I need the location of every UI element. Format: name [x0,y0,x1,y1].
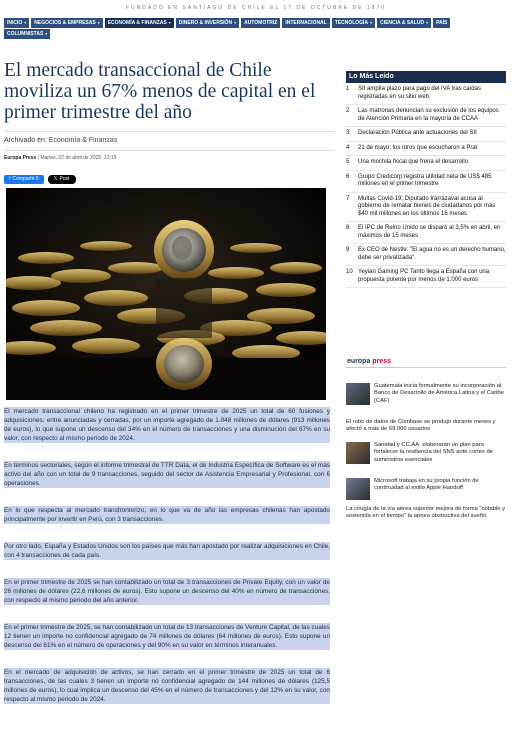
nav-item-label: NEGOCIOS & EMPRESAS [34,20,96,26]
europa-press-item[interactable] [346,478,506,500]
most-read-item[interactable] [346,105,506,127]
article-title: El mercado transaccional de Chile moviliza un 67% menos de capital en el primer trimestre del año [4,60,316,123]
europa-press-link[interactable]: La cirugía de la vía aérea superior mejora de forma "notable y sostenida en el tiempo" la apnea obstructiva del sueño [346,506,505,520]
x-post-label: Post [59,176,70,182]
europa-press-item[interactable] [346,442,506,464]
most-read-list [346,83,506,288]
article-paragraph: En el primer trimestre de 2025 se han contabilizado un total de 3 transacciones de Private Equity, con un valor de 26 millones de dólares (22,6 millones de euros). Esto supone un descenso del 40% en número de transacciones, con respecto al mismo periodo del año anterior. [4,579,330,604]
nav-item-label: COLUMNISTAS [7,31,44,37]
divider [4,150,334,151]
europa-press-link[interactable]: Microsoft trabaja en su propia función de continuidad al estilo Apple Handoff [374,478,479,492]
europa-press-logo-a: europa [347,358,373,365]
most-read-item[interactable] [346,222,506,244]
most-read-link[interactable]: 21 de mayo: los otros que escucharon a Prat [358,144,478,151]
article-photo-coins [6,188,326,400]
article-paragraph: El mercado transaccional chileno ha registrado en el primer trimestre de 2025 un total de 60 fusiones y adquisiciones, entre anunciadas y cerradas, por un importe agregado de 1.048 millones de dólares (913 millones de euros), lo que supone un descenso del 34% en el número de transacciones y una disminución del 67% en su valor, con respecto al mismo periodo de 2024. [4,408,330,442]
most-read-link[interactable]: Multas Covid-19: Diputado Irarrázaval acusa al gobierno de rematar bienes de ciudadanos por más $40 mil millones en los últimos 16 meses [358,195,496,217]
most-read-item[interactable] [346,193,506,223]
nav-item-label: ECONOMÍA & FINANZAS [107,20,167,26]
article-paragraph: En lo que respecta al mercado transfronterizo, en lo que va de año las empresas chilenas han apostado principalmente por invertir en Perú, con 3 transacciones. [4,507,330,523]
nav-item-label: INTERNACIONAL [285,20,327,26]
europa-press-link[interactable]: Sanidad y CC.AA. elaborarán un plan para fortalecer la resiliencia del SNS ante cortes de suministros esenciales [374,442,493,463]
chevron-down-icon: ▾ [24,20,27,25]
rank-number: 6 [346,173,350,180]
news-thumbnail[interactable] [346,478,370,500]
byline-source: Europa Press [4,155,37,161]
rank-number: 10 [346,269,353,275]
x-icon: 𝕏 [53,176,58,182]
nav-item-label: INICIO [7,20,23,26]
most-read-item[interactable] [346,142,506,157]
rank-number: 9 [346,247,350,253]
founded-text: FUNDADO EN SANTIAGO DE CHILE EL 17 DE OCTUBRE DE 1870 [125,5,387,11]
nav-item-label: AUTOMOTRIZ [244,20,278,26]
europa-press-item[interactable] [346,419,506,434]
most-read-link[interactable]: Yeyian Gaming PC Tanto llega a España con una propuesta potente por menos de 1.000 euros [358,269,490,283]
byline-date: | Martes, 22 de abril de 2025, 12:15 [36,155,117,161]
archived-category-link[interactable]: Economía & Finanzas [48,137,118,144]
europa-press-link[interactable]: El robo de datos de Coinbase se produjo durante meses y afectó a más de 69.000 usuarios [346,419,496,433]
share-bar [4,175,76,184]
nav-item[interactable] [332,18,375,28]
nav-item[interactable] [282,18,329,28]
nav-item-label: PAÍS [436,20,448,26]
rank-number: 8 [346,225,350,231]
chevron-down-icon: ▾ [234,20,237,25]
article-paragraph: Por otro lado, España y Estados Unidos son los países que más han apostado por realizar adquisiciones en Chile, con 4 transacciones de cada país. [4,543,330,559]
europa-press-heading [346,356,506,368]
most-read-widget [346,71,506,288]
most-read-item[interactable] [346,156,506,171]
byline [4,155,334,163]
masthead [0,0,512,16]
nav-item[interactable] [377,18,431,28]
article-paragraph: En el primer trimestre de 2025, se han contabilizado un total de 13 transacciones de Venture Capital, de las cuales 12 tienen un importe no confidencial agregado de 74 millones de dólares (64 millones de euros). Esto supone un descenso del 61% en el número de operaciones y del 90% en su valor en términos interanuales. [4,624,330,649]
x-post-button[interactable] [48,175,76,184]
news-thumbnail[interactable] [346,383,370,405]
europa-press-item[interactable] [346,383,506,405]
rank-number: 7 [346,195,350,202]
divider [4,131,334,132]
chevron-down-icon: ▾ [168,20,171,25]
coins-illustration [6,188,326,400]
main-nav [4,18,508,44]
most-read-link[interactable]: Ex CEO de Nestle: "El agua no es un derecho humano, debe ser privatizada" [358,247,506,261]
most-read-item[interactable] [346,266,506,288]
nav-row-secondary [4,29,50,39]
rank-number: 4 [346,144,350,151]
archived-in [4,136,334,146]
most-read-heading: Lo Más Leído [346,71,506,83]
most-read-link[interactable]: El IPC de Reino Unido se disparó al 3,5% en abril, en máximos de 15 meses [358,225,501,239]
rank-number: 3 [346,130,350,136]
europa-press-logo-b: press [372,358,391,365]
europa-press-link[interactable]: Guatemala inicia formalmente su incorporación al Banco de Desarrollo de América Latina y el Caribe (CAF) [374,383,504,404]
rank-number: 2 [346,108,350,114]
facebook-share-button[interactable] [4,175,44,184]
most-read-item[interactable] [346,127,506,142]
nav-item-label: DINERO & INVERSIÓN [178,20,233,26]
most-read-item[interactable] [346,83,506,105]
rank-number: 1 [346,86,350,92]
facebook-icon: f [9,176,11,182]
most-read-link[interactable]: Grupo Credicorp registra utilidad neta de US$ 485 millones en el primer trimestre [358,173,492,187]
chevron-down-icon: ▾ [97,20,100,25]
nav-item[interactable] [31,18,102,28]
chevron-down-icon: ▾ [426,20,429,25]
rank-number: 5 [346,159,350,165]
most-read-link[interactable]: Declaración Pública ante actuaciones del SII [358,130,477,136]
article-body [4,407,330,722]
nav-row-primary [4,18,450,28]
news-thumbnail[interactable] [346,442,370,464]
most-read-link[interactable]: SII amplía plazo para pago del IVA tras caídas registradas en su sitio web [358,86,481,100]
most-read-item[interactable] [346,244,506,266]
nav-item[interactable] [241,18,280,28]
article-paragraph: En el mercado de adquisición de activos, se han cerrado en el primer trimestre de 2025 un total de 6 transacciones, de las cuales 3 tienen un importe no confidencial agregado de 144 millones de dólares (125,5 millones de euros), lo cual implica un descenso del 45% en el número de transacciones y del 12% en su valor, con respecto al mismo periodo de 2024. [4,669,330,703]
archived-label: Archivado en: [4,137,47,144]
europa-press-item[interactable] [346,506,506,521]
nav-item[interactable] [105,18,174,28]
most-read-link[interactable]: Una mochila fiscal que frena el desarrollo [358,159,469,165]
most-read-link[interactable]: Las matronas denuncian su exclusión de los equipos de Atención Primaria en la mayoría de CCAA [358,108,499,122]
nav-item[interactable] [4,29,50,39]
article [4,60,334,163]
facebook-share-label: Compartir 0 [12,176,39,182]
most-read-item[interactable] [346,171,506,193]
nav-item-label: CIENCIA & SALUD [380,20,425,26]
nav-item[interactable] [176,18,239,28]
chevron-down-icon: ▾ [45,31,48,36]
nav-item-label: TECNOLOGÍA [334,20,369,26]
nav-item[interactable] [4,18,29,28]
article-paragraph: En términos sectoriales, según el informe trimestral de TTR Data, el de Industria Específica de Software es el más activo del año con un total de 9 transacciones, seguido del sector de Asistencia Empresarial y Profesional, con 6 operaciones. [4,462,330,487]
chevron-down-icon: ▾ [370,20,373,25]
nav-item[interactable] [433,18,450,28]
